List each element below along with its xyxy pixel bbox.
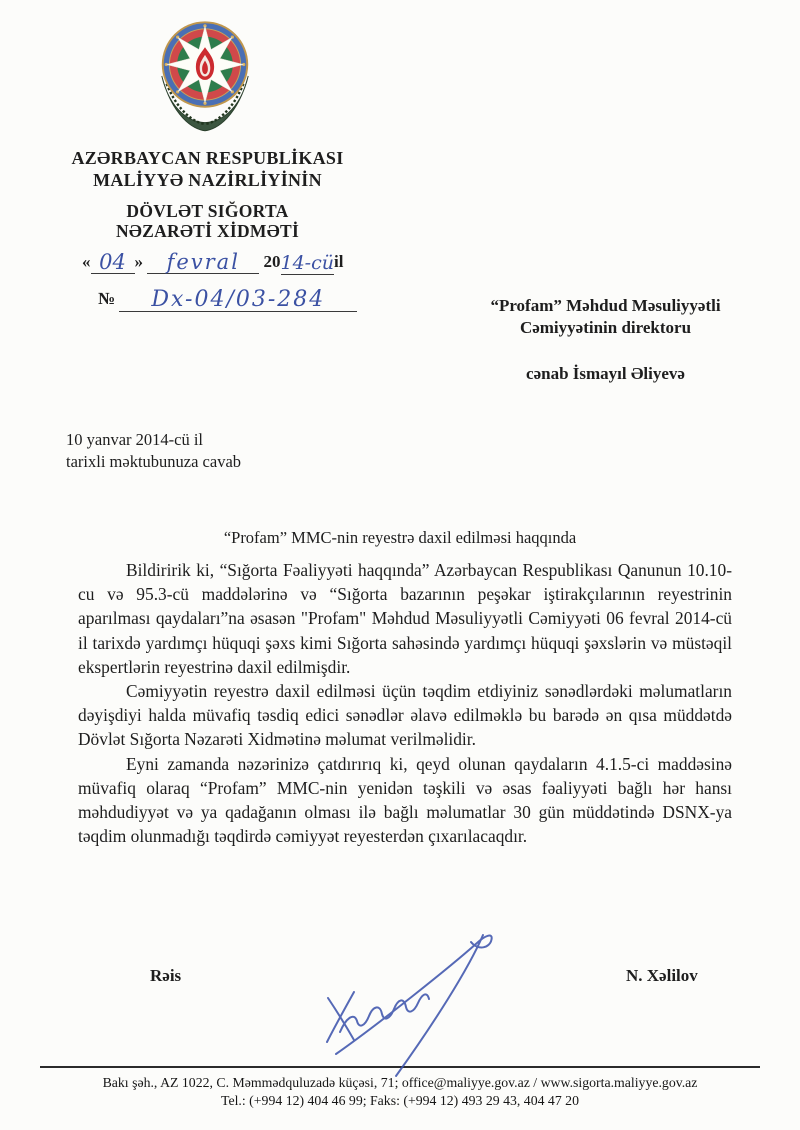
footer-address: Bakı şəh., AZ 1022, C. Məmmədquluzadə küçəsi, 71; office@maliyye.gov.az / www.sigorta.maliyye.gov.az [102,1075,698,1090]
body-paragraph-1: Bildiririk ki, “Sığorta Fəaliyyəti haqqında” Azərbaycan Respublikası Qanunun 10.10-cu və 95.3-cü maddələrinə və “Sığorta bazarının peşəkar iştirakçılarının reyestrinin aparılması qaydaları”na əsasən "Profam" Məhdud Məsuliyyətli Cəmiyyəti 06 fevral 2014-cü il tarixdə yardımçı hüquqi şəxs kimi Sığorta sahəsində yardımçı hüquqi şəxslərin və müstəqil ekspertlərin reyestrinə daxil edilmişdir. [78,560,732,677]
date-close-quote: » [134,252,143,271]
reference-line2: tarixli məktubunuza cavab [66,452,242,471]
signer-title: Rəis [150,966,182,985]
letterhead-ministry [25,147,390,191]
reference-line1: 10 yanvar 2014-cü il [66,430,204,449]
date-suffix: il [333,252,344,271]
addressee-line2: Cəmiyyətinin direktoru [519,317,692,337]
service-line1: DÖVLƏT SIĞORTA [126,201,289,221]
signer-name: N. Xəlilov [626,966,698,985]
reference-block [66,429,241,473]
handwritten-number: Dx-04/03-284 [119,289,357,312]
letter-body [78,558,732,848]
number-line [98,289,357,312]
handwritten-month: fevral [147,251,259,274]
number-label: № [98,289,116,308]
addressee-salutation: cənab İsmayıl Əliyevə [526,364,685,383]
ministry-line1: AZƏRBAYCAN RESPUBLİKASI [71,148,344,168]
body-paragraph-3: Eyni zamanda nəzərinizə çatdırırıq ki, qeyd olunan qaydaların 4.1.5-ci maddəsinə müvafiq olaraq “Profam” MMC-nin yenidən təşkili və əsas fəaliyyəti bağlı hər hansı məhdudiyyət və ya qadağanın olması ilə bağlı məlumatlar 30 gün müddətində DSNX-ya təqdim olunmadığı təqdirdə cəmiyyət reyesterdən çıxarılacaqdır. [78,753,732,847]
handwritten-day: 04 [91,251,135,274]
addressee-block [448,295,763,385]
footer-phones: Tel.: (+994 12) 404 46 99; Faks: (+994 12) 493 29 43, 404 47 20 [221,1092,579,1108]
service-line2: NƏZARƏTİ XİDMƏTİ [115,221,300,241]
ministry-line2: MALİYYƏ NAZİRLİYİNİN [93,170,322,190]
handwritten-year: 14-cü [280,252,334,274]
date-line [82,251,343,275]
azerbaijan-coat-of-arms-icon [157,20,253,134]
body-paragraph-2: Cəmiyyətin reyestrə daxil edilməsi üçün təqdim etdiyiniz sənədlərdəki məlumatların dəyişdiyi halda müvafiq təsdiq edici sənədlər əlavə edilməklə bu barədə ən qısa müddətdə Dövlət Sığorta Nəzarəti Xidmətinə məlumat verilməlidir. [78,681,732,750]
date-open-quote: « [82,252,91,271]
date-year-prefix: 20 [263,252,281,271]
handwritten-signature-icon [300,926,530,1078]
subject-line: “Profam” MMC-nin reyestrə daxil edilməsi haqqında [223,528,577,547]
addressee-line1: “Profam” Məhdud Məsuliyyətli [490,296,721,315]
footer-block [0,1074,800,1109]
letterhead-service [25,201,390,241]
